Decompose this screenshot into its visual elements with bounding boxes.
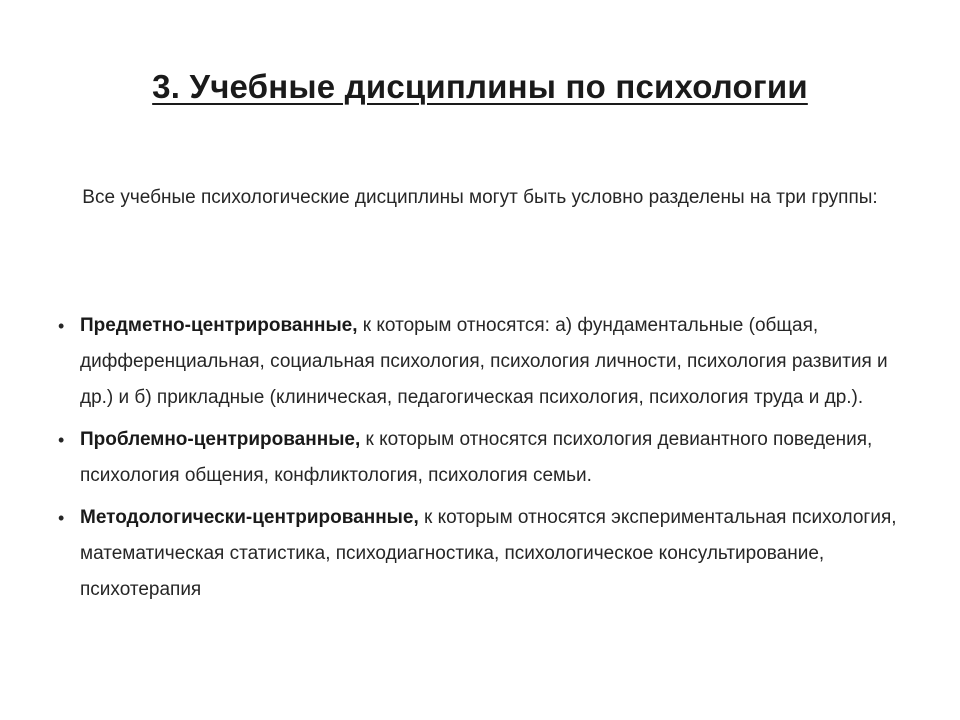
intro-text: Все учебные психологические дисциплины могут быть условно разделены на три группы: xyxy=(82,187,878,208)
bullet-term: Предметно-центрированные, xyxy=(80,315,358,336)
bullet-text: к которым относятся: а) фундаментальные (общая, дифференциальная, социальная психология, психология личности, психология развития и др.) и б) прикладные (клиническая, педагогическая психология, психология труда и др.). xyxy=(80,315,888,408)
bullet-item-subject-centered xyxy=(58,308,918,416)
bullet-dot-icon: • xyxy=(58,508,65,528)
bullet-text: к которым относятся экспериментальная психология, математическая статистика, психодиагностика, психологическое консультирование, психотерапия xyxy=(80,507,897,600)
bullet-item-problem-centered xyxy=(58,422,918,494)
bullet-dot-icon: • xyxy=(58,316,65,336)
bullet-text: к которым относятся психология девиантного поведения, психология общения, конфликтология, психология семьи. xyxy=(80,429,873,486)
bullet-dot-icon: • xyxy=(58,430,65,450)
bullet-list xyxy=(58,308,918,614)
slide-title: 3. Учебные дисциплины по психологии xyxy=(152,68,808,105)
bullet-item-methodologically-centered xyxy=(58,500,918,608)
bullet-term: Методологически-центрированные, xyxy=(80,507,419,528)
bullet-term: Проблемно-центрированные, xyxy=(80,429,361,450)
